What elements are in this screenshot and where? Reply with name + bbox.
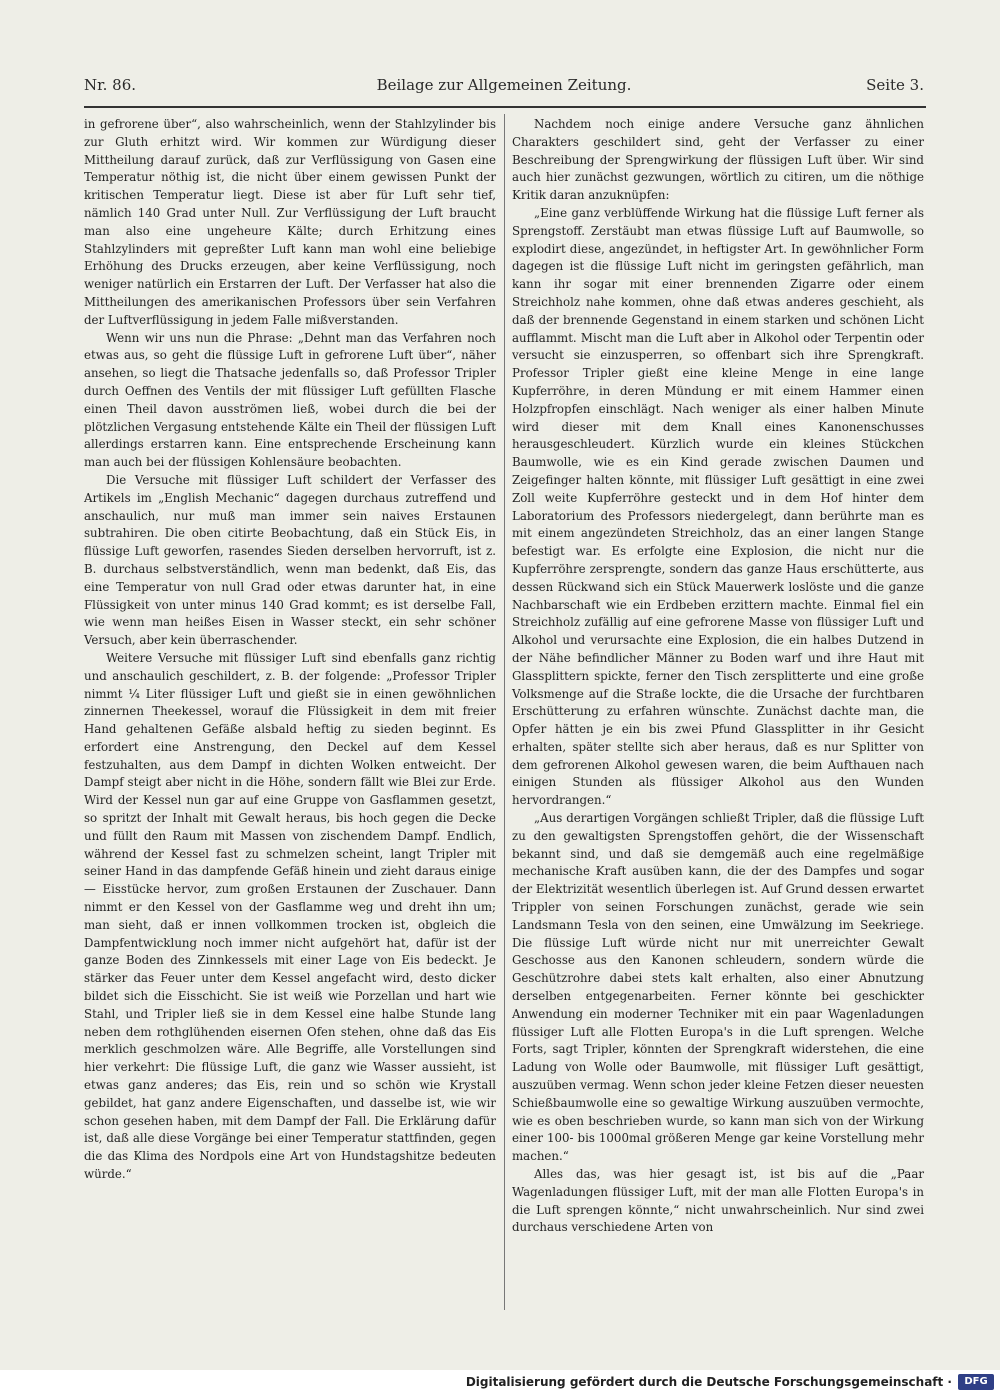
paragraph: Wenn wir uns nun die Phrase: „Dehnt man das Verfahren noch etwas aus, so geht die flüssige Luft in gefrorene Luft über“, näher ansehen, so liegt die Thatsache jedenfalls so, daß Professor Tripler durch Oeffnen des Ventils der mit flüssiger Luft gefüllten Flasche einen Theil davon ausströmen ließ, wobei durch die bei der plötzlichen Vergasung entstehende Kälte ein Theil der flüssigen Luft allerdings erstarren kann. Eine entsprechende Erscheinung kann man auch bei der flüssigen Kohlensäure beobachten. xyxy=(84,330,496,470)
paragraph: in gefrorene über“, also wahrscheinlich, wenn der Stahlzylinder bis zur Gluth erhitzt wird. Wir kommen zur Würdigung dieser Mittheilung darauf zurück, daß zur Verflüssigung von Gasen eine Temperatur nöthig ist, die nicht über einem gewissen Punkt der kritischen Temperatur liegt. Diese ist aber für Luft sehr tief, nämlich 140 Grad unter Null. Zur Verflüssigung der Luft braucht man also eine ungeheure Kälte; durch Erhitzung eines Stahlzylinders mit gepreßter Luft kann man wohl eine beliebige Erhöhung des Drucks erzeugen, aber keine Verflüssigung, noch weniger natürlich ein Erstarren der Luft. Der Verfasser hat also die Mittheilungen des amerikanischen Professors über sein Verfahren der Luftverflüssigung in jedem Falle mißverstanden. xyxy=(84,117,496,327)
publication-title: Beilage zur Allgemeinen Zeitung. xyxy=(376,76,632,94)
paragraph: „Aus derartigen Vorgängen schließt Tripler, daß die flüssige Luft zu den gewaltigsten Sprengstoffen gehört, die der Wissenschaft bekannt sind, und daß sie demgemäß auch eine regelmäßige mechanische Kraft ausüben kann, die der des Dampfes und sogar der Elektrizität wesentlich überlegen ist. Auf Grund dessen erwartet Trippler von seinen Forschungen zunächst, gerade wie sein Landsmann Tesla von den seinen, eine Umwälzung im Seekriege. Die flüssige Luft würde nicht nur mit unerreichter Gewalt Geschosse aus den Kanonen schleudern, sondern würde die Geschützrohre dabei stets kalt erhalten, also einer Abnutzung derselben entgegenarbeiten. Ferner könnte bei geschickter Anwendung ein moderner Techniker mit ein paar Wagenladungen flüssiger Luft alle Flotten Europa's in die Luft sprengen. Welche Forts, sagt Tripler, könnten der Sprengkraft widerstehen, die eine Ladung von Wolle oder Baumwolle, mit flüssiger Luft gesättigt, auszuüben vermag. Wenn schon jeder kleine Fetzen dieser neuesten Schießbaumwolle eine so gewaltige Wirkung auszuüben vermochte, wie es oben beschrieben wurde, so kann man sich von der Wirkung einer 100- bis 1000mal größeren Menge gar keine Vorstellung mehr machen.“ xyxy=(512,811,924,1164)
funding-note: Digitalisierung gefördert durch die Deutsche Forschungsgemeinschaft · xyxy=(465,1375,952,1389)
paragraph: Die Versuche mit flüssiger Luft schildert der Verfasser des Artikels im „English Mechanic“ dagegen durchaus zutreffend und anschaulich, nur muß man immer sein naives Erstaunen subtrahiren. Die oben citirte Beobachtung, daß ein Stück Eis, in flüssige Luft geworfen, rasendes Sieden derselben hervorruft, ist z. B. durchaus selbstverständlich, wenn man bedenkt, daß Eis, das eine Temperatur von null Grad oder etwas darunter hat, in eine Flüssigkeit von unter minus 140 Grad kommt; es ist derselbe Fall, wie wenn man heißes Eisen in Wasser steckt, ein sehr schöner Versuch, aber kein überraschender. xyxy=(84,472,496,648)
page-number: Seite 3. xyxy=(866,76,924,94)
digitization-footer xyxy=(0,1370,1000,1395)
paragraph: Alles das, was hier gesagt ist, ist bis auf die „Paar Wagenladungen flüssiger Luft, mit der man alle Flotten Europa's in die Luft sprengen könnte,“ nicht unwahrscheinlich. Nur sind zwei durchaus verschiedene Arten von xyxy=(512,1167,924,1235)
column-divider xyxy=(504,114,505,1310)
header-rule xyxy=(84,106,926,108)
left-column xyxy=(84,116,496,1184)
paragraph: Weitere Versuche mit flüssiger Luft sind ebenfalls ganz richtig und anschaulich geschildert, z. B. der folgende: „Professor Tripler nimmt ¼ Liter flüssiger Luft und gießt sie in einen gewöhnlichen zinnernen Theekessel, worauf die Flüssigkeit in dem mit freier Hand gehaltenen Gefäße alsbald heftig zu sieden beginnt. Es erfordert eine Anstrengung, den Deckel auf dem Kessel festzuhalten, aus dem Dampf in dichten Wolken entweicht. Der Dampf steigt aber nicht in die Höhe, sondern fällt wie Blei zur Erde. Wird der Kessel nun gar auf eine Gruppe von Gasflammen gesetzt, so spritzt der Inhalt mit Gewalt heraus, bis hoch gegen die Decke und füllt den Raum mit Massen von zischendem Dampf. Endlich, während der Kessel fast zu schmelzen scheint, langt Tripler mit seiner Hand in das dampfende Gefäß hinein und zieht daraus einige — Eisstücke hervor, zum großen Erstaunen der Zuschauer. Dann nimmt er den Kessel von der Gasflamme weg und dreht ihn um; man sieht, daß er innen vollkommen trocken ist, obgleich die Dampfentwicklung noch immer nicht aufgehört hat, dafür ist der ganze Boden des Zinnkessels mit einer Lage von Eis bedeckt. Je stärker das Feuer unter dem Kessel angefacht wird, desto dicker bildet sich die Eisschicht. Sie ist weiß wie Porzellan und hart wie Stahl, und Tripler ließ sie in dem Kessel eine halbe Stunde lang neben dem rothglühenden eisernen Ofen stehen, ohne daß das Eis merklich geschmolzen wäre. Alle Begriffe, alle Vorstellungen sind hier verkehrt: Die flüssige Luft, die ganz wie Wasser aussieht, ist etwas ganz anderes; das Eis, rein und so schön wie Krystall gebildet, hat ganz andere Eigenschaften, und dasselbe ist, wie wir schon gesehen haben, mit dem Dampf der Fall. Die Erklärung dafür ist, daß alle diese Vorgänge bei einer Temperatur stattfinden, gegen die das Klima des Nordpols eine Art von Hundstagshitze bedeuten würde.“ xyxy=(84,650,496,1182)
right-column xyxy=(512,116,924,1237)
paragraph: „Eine ganz verblüffende Wirkung hat die flüssige Luft ferner als Sprengstoff. Zerstäubt man etwas flüssige Luft auf Baumwolle, so explodirt diese, angezündet, in heftigster Art. In gewöhnlicher Form dagegen ist die flüssige Luft nicht im geringsten gefährlich, man kann ihr sogar mit einer brennenden Zigarre oder einem Streichholz nahe kommen, ohne daß etwas anderes geschieht, als daß der brennende Gegenstand in einem starken und schönen Licht aufflammt. Mischt man die Luft aber in Alkohol oder Terpentin oder versucht sie einzusperren, so offenbart sich ihre Sprengkraft. Professor Tripler gießt eine kleine Menge in eine lange Kupferröhre, in deren Mündung er mit einem Hammer einen Holzpfropfen einschlägt. Nach weniger als einer halben Minute wird dieser mit dem Knall eines Kanonenschusses herausgeschleudert. Kürzlich wurde ein kleines Stückchen Baumwolle, wie es ein Kind gerade zwischen Daumen und Zeigefinger halten könnte, mit flüssiger Luft gesättigt in eine zwei Zoll weite Kupferröhre gesteckt und in dem Hof hinter dem Laboratorium des Professors niedergelegt, dann berührte man es mit einem angezündeten Streichholz, das an einer langen Stange befestigt war. Es erfolgte eine Explosion, die nicht nur die Kupferröhre zersprengte, sondern das ganze Haus erschütterte, aus dessen Rückwand sich ein Stück Mauerwerk loslöste und die ganze Nachbarschaft wie ein Erdbeben erzittern machte. Einmal fiel ein Streichholz zufällig auf eine gefrorene Masse von flüssiger Luft und Alkohol und verursachte eine Explosion, die ein halbes Dutzend in der Nähe befindlicher Männer zu Boden warf und ihre Haut mit Glassplittern spickte, ferner den Tisch zersplitterte und eine große Volksmenge auf die Straße lockte, die die Ursache der furchtbaren Erschütterung zu erfahren wünschte. Zunächst dachte man, die Opfer hätten je ein bis zwei Pfund Glassplitter in ihr Gesicht erhalten, später stellte sich aber heraus, daß es nur Splitter von dem gefrorenen Alkohol gewesen waren, die beim Aufthauen nach einigen Stunden als flüssiger Alkohol aus den Wunden hervordrangen.“ xyxy=(512,205,924,808)
page-header xyxy=(84,76,924,102)
paragraph: Nachdem noch einige andere Versuche ganz ähnlichen Charakters geschildert sind, geht der Verfasser zu einer Beschreibung der Sprengwirkung der flüssigen Luft über. Wir sind auch hier zunächst gezwungen, wörtlich zu citiren, um die nöthige Kritik daran anzuknüpfen: xyxy=(512,117,924,203)
issue-number: Nr. 86. xyxy=(84,76,137,94)
dfg-logo: DFG xyxy=(958,1374,994,1390)
